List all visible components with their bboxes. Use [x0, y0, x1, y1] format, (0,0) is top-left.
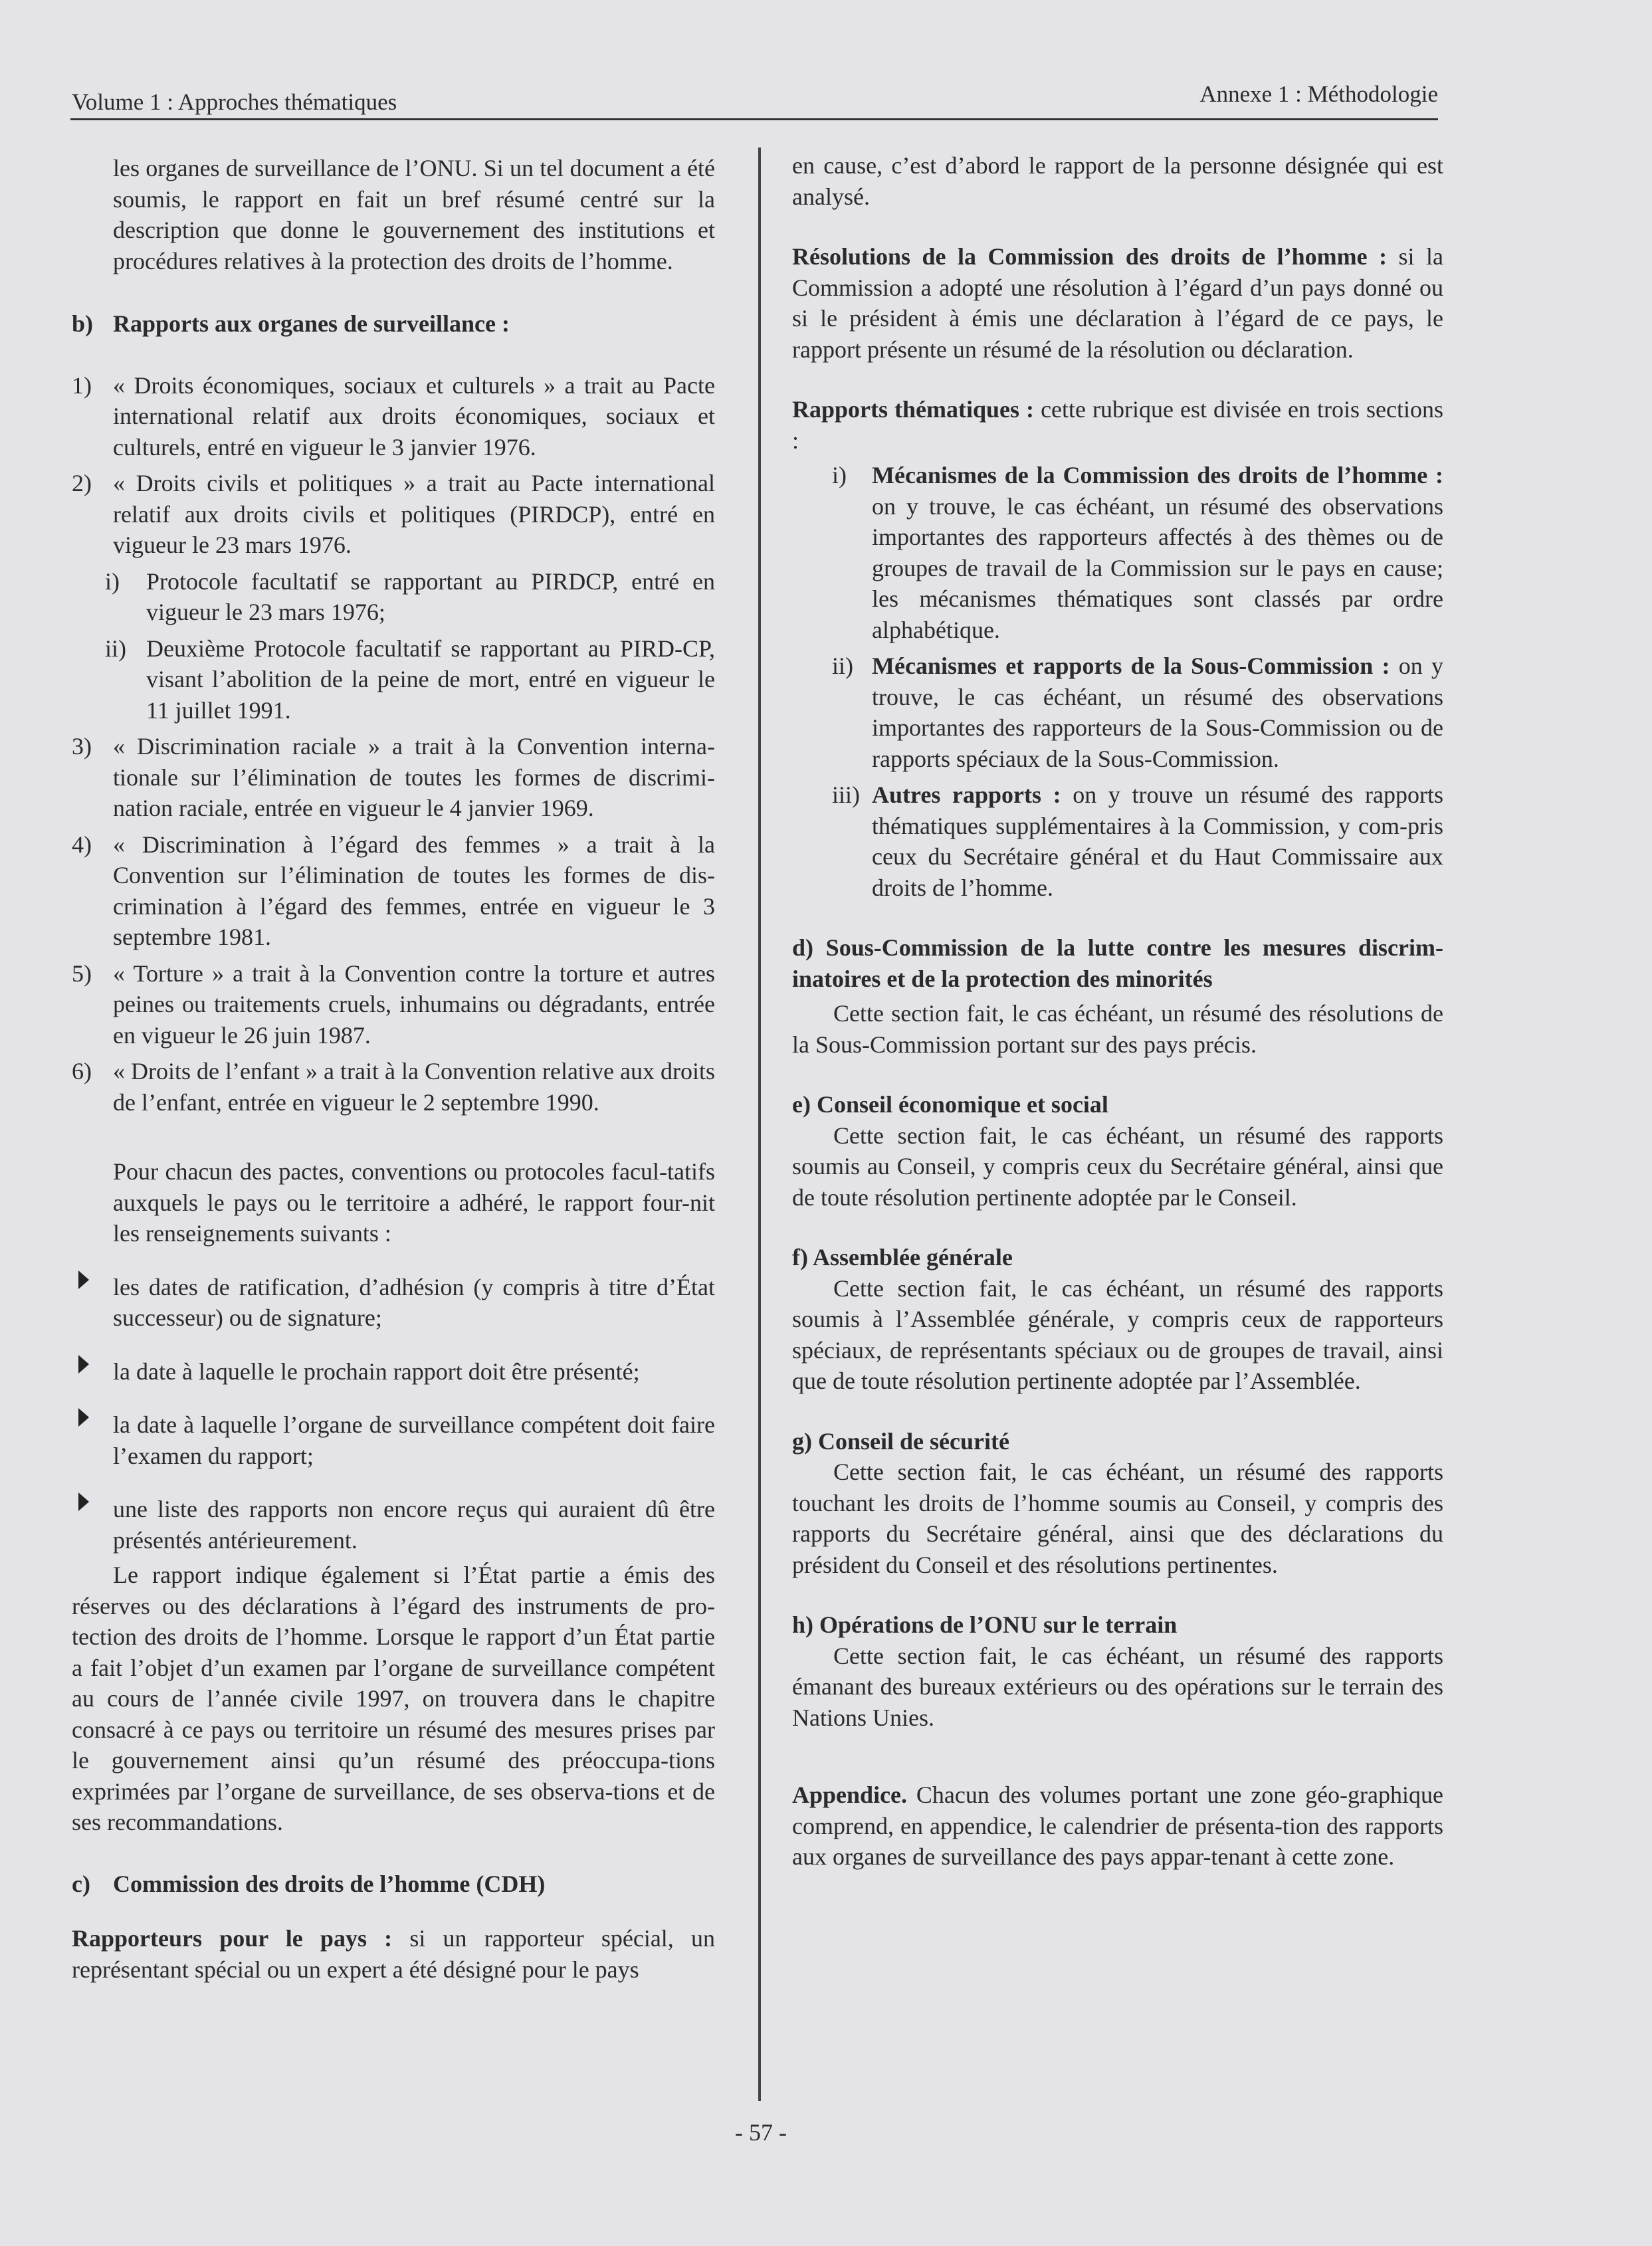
section-g-text: Cette section fait, le cas échéant, un résumé des rapports touchant les droits de l’homme soumis au Conseil, y compris des rapports du Secrétaire général, ainsi que des déclarations du président du Conseil et des résolutions pertinentes. — [792, 1459, 1443, 1578]
list-item — [72, 731, 715, 824]
sub-list-item — [72, 566, 715, 628]
list-item-text: « Discrimination raciale » a trait à la Convention interna-tionale sur l’élimination de toutes les formes de discrimi-nation raciale, entrée en vigueur le 4 janvier 1969. — [113, 733, 715, 821]
section-c-number: c) — [72, 1870, 90, 1897]
section-b-title: Rapports aux organes de surveillance : — [113, 310, 510, 337]
appendix-label: Appendice. — [792, 1782, 908, 1808]
left-column — [72, 153, 715, 1985]
list-item-number: 1) — [72, 371, 92, 399]
list-item — [72, 468, 715, 561]
sub-item-text: Protocole facultatif se rapportant au PIRDCP, entré en vigueur le 23 mars 1976; — [146, 567, 715, 625]
sub-list-item — [72, 633, 715, 726]
sub-item-body: on y trouve, le cas échéant, un résumé des observations importantes des rapporteurs affectés à des thèmes ou de groupes de travail de la Commission sur le pays en cause; les mécanismes thématiques sont classés par ordre alphabétique. — [872, 492, 1443, 643]
list-item — [72, 829, 715, 953]
sub-item-number: i) — [105, 567, 120, 595]
rapporteurs-label: Rapporteurs pour le pays : — [72, 1925, 393, 1952]
list-item-number: 5) — [72, 960, 92, 987]
list-item-text: « Droits civils et politiques » a trait au Pacte international relatif aux droits civils et politiques (PIRDCP), entré en vigueur le 23 mars 1976. — [113, 470, 715, 558]
list-item-number: 6) — [72, 1058, 92, 1084]
thematic-sub-item — [792, 651, 1443, 774]
section-f-heading: f) Assemblée générale — [792, 1244, 1013, 1271]
sub-item-number: iii) — [832, 781, 860, 808]
sub-item-label: Autres rapports : — [872, 781, 1061, 808]
appendix-text: Chacun des volumes portant une zone géo-graphique comprend, en appendice, le calendrier de présenta-tion des rapports aux organes de surveillance des pays appar-tenant à cette zone. — [792, 1782, 1443, 1870]
section-f-text: Cette section fait, le cas échéant, un résumé des rapports soumis à l’Assemblée générale, y compris ceux de rapporteurs spéciaux, de représentants spéciaux ou de groupes de travail, ainsi que de toute résolution pertinente adoptée par l’Assemblée. — [792, 1275, 1443, 1394]
bullet-text: les dates de ratification, d’adhésion (y compris à titre d’État successeur) ou de signature; — [113, 1273, 715, 1331]
bullet-item — [72, 1409, 715, 1471]
rapporteurs-text: si un rapporteur spécial, un représentant spécial ou un expert a été désigné pour le pays — [72, 1925, 715, 1983]
bullet-item — [72, 1494, 715, 1556]
sub-item-label: Mécanismes de la Commission des droits de l’homme : — [872, 462, 1443, 488]
section-e-heading: e) Conseil économique et social — [792, 1091, 1108, 1118]
list-item — [72, 958, 715, 1051]
bullet-item — [72, 1356, 715, 1387]
list-item-text: « Droits de l’enfant » a trait à la Convention relative aux droits de l’enfant, entrée en vigueur le 2 septembre 1990. — [113, 1058, 715, 1116]
sub-item-text — [872, 460, 1443, 645]
section-e-text: Cette section fait, le cas échéant, un résumé des rapports soumis au Conseil, y compris ceux du Secrétaire général, ainsi que de toute résolution pertinente adoptée par le Conseil. — [792, 1122, 1443, 1211]
page-number: - 57 - — [735, 2119, 787, 2146]
right-column — [792, 150, 1443, 1873]
sub-item-body: on y trouve un résumé des rapports thématiques supplémentaires à la Commission, y com-pris ceux du Secrétaire général et du Haut Commissaire aux droits de l’homme. — [872, 781, 1443, 901]
section-g-heading: g) Conseil de sécurité — [792, 1427, 1009, 1455]
triangle-bullet-icon — [78, 1355, 89, 1374]
list-item-number: 3) — [72, 733, 92, 760]
resolutions-label: Résolutions de la Commission des droits de l’homme : — [792, 243, 1388, 270]
bullet-text: la date à laquelle l’organe de surveillance compétent doit faire l’examen du rapport; — [113, 1411, 715, 1469]
appendix-paragraph — [792, 1780, 1443, 1873]
resolutions-paragraph — [792, 241, 1443, 365]
section-d-heading: d) Sous-Commission de la lutte contre les mesures discrim-inatoires et de la protection des minorités — [792, 934, 1443, 992]
sub-item-number: ii) — [105, 635, 126, 662]
sub-item-body: on y trouve, le cas échéant, un résumé des observations importantes des rapporteurs de la Sous-Commission ou de rapports spéciaux de la Sous-Commission. — [872, 653, 1443, 772]
thematic-paragraph — [792, 394, 1443, 456]
intro-paragraph: les organes de surveillance de l’ONU. Si un tel document a été soumis, le rapport en fait un bref résumé centré sur la description que donne le gouvernement des institutions et procédures relatives à la protection des droits de l’homme. — [113, 155, 715, 274]
sub-item-text: Deuxième Protocole facultatif se rapportant au PIRD-CP, visant l’abolition de la peine de mort, entré en vigueur le 11 juillet 1991. — [146, 635, 715, 724]
sub-item-number: ii) — [832, 653, 853, 679]
list-item-text: « Discrimination à l’égard des femmes » a trait à la Convention sur l’élimination de toutes les formes de dis-crimination à l’égard des femmes, entrée en vigueur le 3 septembre 1981. — [113, 831, 715, 950]
sub-item-label: Mécanismes et rapports de la Sous-Commission : — [872, 653, 1390, 679]
list-item-text: « Torture » a trait à la Convention contre la torture et autres peines ou traitements cruels, inhumains ou dégradants, entrée en vigueur le 26 juin 1987. — [113, 960, 715, 1049]
pacts-paragraph: Pour chacun des pactes, conventions ou protocoles facul-tatifs auxquels le pays ou le territoire a adhéré, le rapport four-nit les renseignements suivants : — [113, 1158, 715, 1247]
running-header-left: Volume 1 : Approches thématiques — [72, 89, 397, 115]
running-header-right: Annexe 1 : Méthodologie — [1199, 81, 1438, 107]
rapporteurs-paragraph — [72, 1923, 715, 1985]
triangle-bullet-icon — [78, 1408, 89, 1427]
column-divider — [758, 148, 761, 2101]
bullet-item — [72, 1272, 715, 1334]
list-item-text: « Droits économiques, sociaux et culturels » a trait au Pacte international relatif aux droits économiques, sociaux et culturels, entré en vigueur le 3 janvier 1976. — [113, 371, 715, 460]
triangle-bullet-icon — [78, 1271, 89, 1289]
resolutions-text: si la Commission a adopté une résolution à l’égard d’un pays donné ou si le président à émis une déclaration à l’égard de ce pays, le rapport présente un résumé de la résolution ou déclaration. — [792, 243, 1443, 363]
list-item-number: 2) — [72, 470, 92, 496]
thematic-label: Rapports thématiques : — [792, 396, 1035, 423]
section-h-heading: h) Opérations de l’ONU sur le terrain — [792, 1611, 1178, 1638]
report-paragraph: Le rapport indique également si l’État partie a émis des réserves ou des déclarations à l’égard des instruments de pro-tection des droits de l’homme. Lorsque le rapport d’un État partie a fait l’objet d’un examen par l’organe de surveillance compétent au cours de l’année civile 1997, on trouvera dans le chapitre consacré à ce pays ou territoire un résumé des mesures prises par le gouvernement ainsi qu’un résumé des préoccupa-tions exprimées par l’organe de surveillance, de ses observa-tions et de ses recommandations. — [72, 1562, 715, 1835]
section-d-text: Cette section fait, le cas échéant, un résumé des résolutions de la Sous-Commission portant sur des pays précis. — [792, 1000, 1443, 1058]
sub-item-text — [872, 651, 1443, 774]
section-b-number: b) — [72, 310, 94, 337]
section-b-heading — [72, 308, 715, 340]
sub-item-text — [872, 779, 1443, 903]
bullet-text: la date à laquelle le prochain rapport doit être présenté; — [113, 1358, 640, 1385]
thematic-text: cette rubrique est divisée en trois sections : — [792, 396, 1443, 454]
thematic-sub-item — [792, 779, 1443, 903]
thematic-sub-item — [792, 460, 1443, 645]
header-divider — [70, 118, 1438, 120]
bullet-text: une liste des rapports non encore reçus qui auraient dû être présentés antérieurement. — [113, 1496, 715, 1554]
sub-item-number: i) — [832, 462, 847, 488]
triangle-bullet-icon — [78, 1492, 89, 1511]
list-item-number: 4) — [72, 831, 92, 858]
continued-paragraph: en cause, c’est d’abord le rapport de la personne désignée qui est analysé. — [792, 152, 1443, 210]
section-c-heading — [72, 1869, 715, 1900]
section-h-text: Cette section fait, le cas échéant, un résumé des rapports émanant des bureaux extérieurs ou des opérations sur le terrain des Nations Unies. — [792, 1642, 1443, 1731]
list-item — [72, 370, 715, 463]
list-item — [72, 1056, 715, 1118]
section-c-title: Commission des droits de l’homme (CDH) — [113, 1870, 546, 1897]
